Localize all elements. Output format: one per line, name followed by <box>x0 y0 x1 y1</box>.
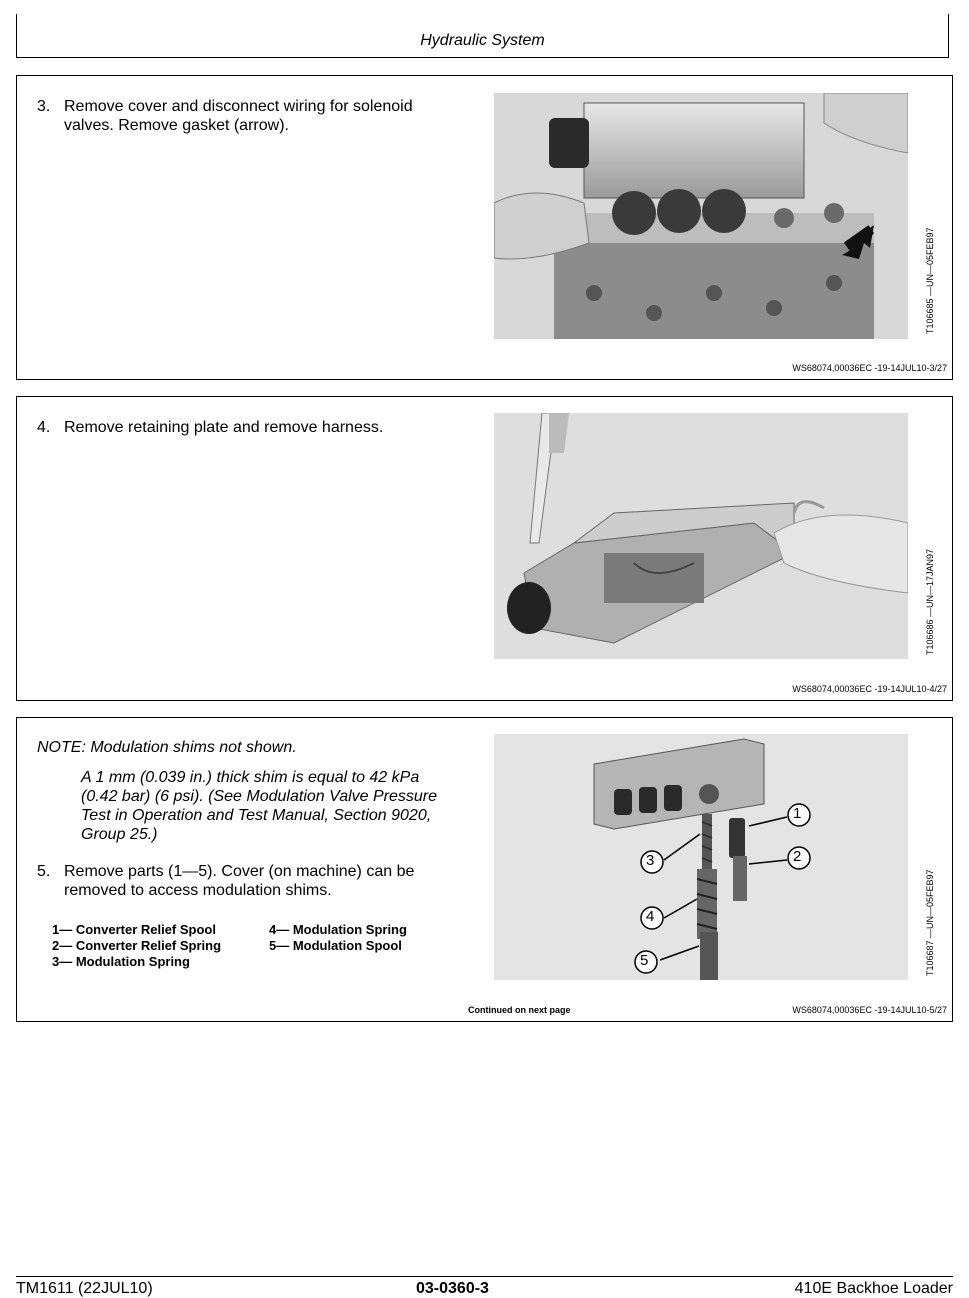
step-number: 4. <box>37 419 51 436</box>
callout-4: 4 <box>646 908 655 925</box>
step-text: Remove parts (1—5). Cover (on machine) can be removed to access modulation shims. <box>64 863 415 899</box>
note-label: NOTE: Modulation shims not shown. <box>37 739 297 756</box>
legend-item: 1— Converter Relief Spool <box>52 922 216 937</box>
step-4 <box>37 418 457 437</box>
parts-legend-col1 <box>52 922 221 970</box>
callout-3: 3 <box>646 852 655 869</box>
note-text: A 1 mm (0.039 in.) thick shim is equal to 42 kPa (0.42 bar) (6 psi). (See Modulation Valve Pressure Test in Operation and Test Manual, Section 9020, Group 25.) <box>81 769 438 843</box>
step-text: Remove cover and disconnect wiring for solenoid valves. Remove gasket (arrow). <box>64 98 413 134</box>
legend-item: 4— Modulation Spring <box>269 922 407 937</box>
legend-item: 3— Modulation Spring <box>52 954 190 969</box>
legend-item: 2— Converter Relief Spring <box>52 938 222 953</box>
step-number: 5. <box>37 863 51 880</box>
figure-id: T106687 —UN—05FEB97 <box>925 869 935 976</box>
figure-id: T106685 —UN—05FEB97 <box>925 227 935 334</box>
legend-item: 5— Modulation Spool <box>269 938 402 953</box>
callout-1: 1 <box>793 805 802 822</box>
step-3 <box>37 97 457 135</box>
reference-code: WS68074,00036EC -19-14JUL10-3/27 <box>792 363 947 373</box>
footer-page-number: 03-0360-3 <box>416 1280 489 1297</box>
step-number: 3. <box>37 98 51 115</box>
step-5 <box>37 862 457 900</box>
reference-code: WS68074,00036EC -19-14JUL10-4/27 <box>792 684 947 694</box>
parts-legend-col2 <box>269 922 407 954</box>
photo-modulation-parts <box>494 734 908 980</box>
page-footer <box>16 1276 953 1295</box>
step-3-section <box>16 75 953 380</box>
step-text: Remove retaining plate and remove harness. <box>64 419 384 436</box>
footer-machine-name: 410E Backhoe Loader <box>794 1280 953 1297</box>
continued-label: Continued on next page <box>468 1005 571 1015</box>
step-5-section <box>16 717 953 1022</box>
step-4-section <box>16 396 953 701</box>
callout-2: 2 <box>793 848 802 865</box>
reference-code: WS68074,00036EC -19-14JUL10-5/27 <box>792 1005 947 1015</box>
footer-manual-id: TM1611 (22JUL10) <box>16 1280 153 1297</box>
header-title: Hydraulic System <box>420 32 545 49</box>
page-header <box>16 14 949 58</box>
photo-solenoid-valves <box>494 93 908 339</box>
figure-id: T106686 —UN—17JAN97 <box>925 548 935 655</box>
photo-retaining-plate <box>494 413 908 659</box>
callout-5: 5 <box>640 952 649 969</box>
